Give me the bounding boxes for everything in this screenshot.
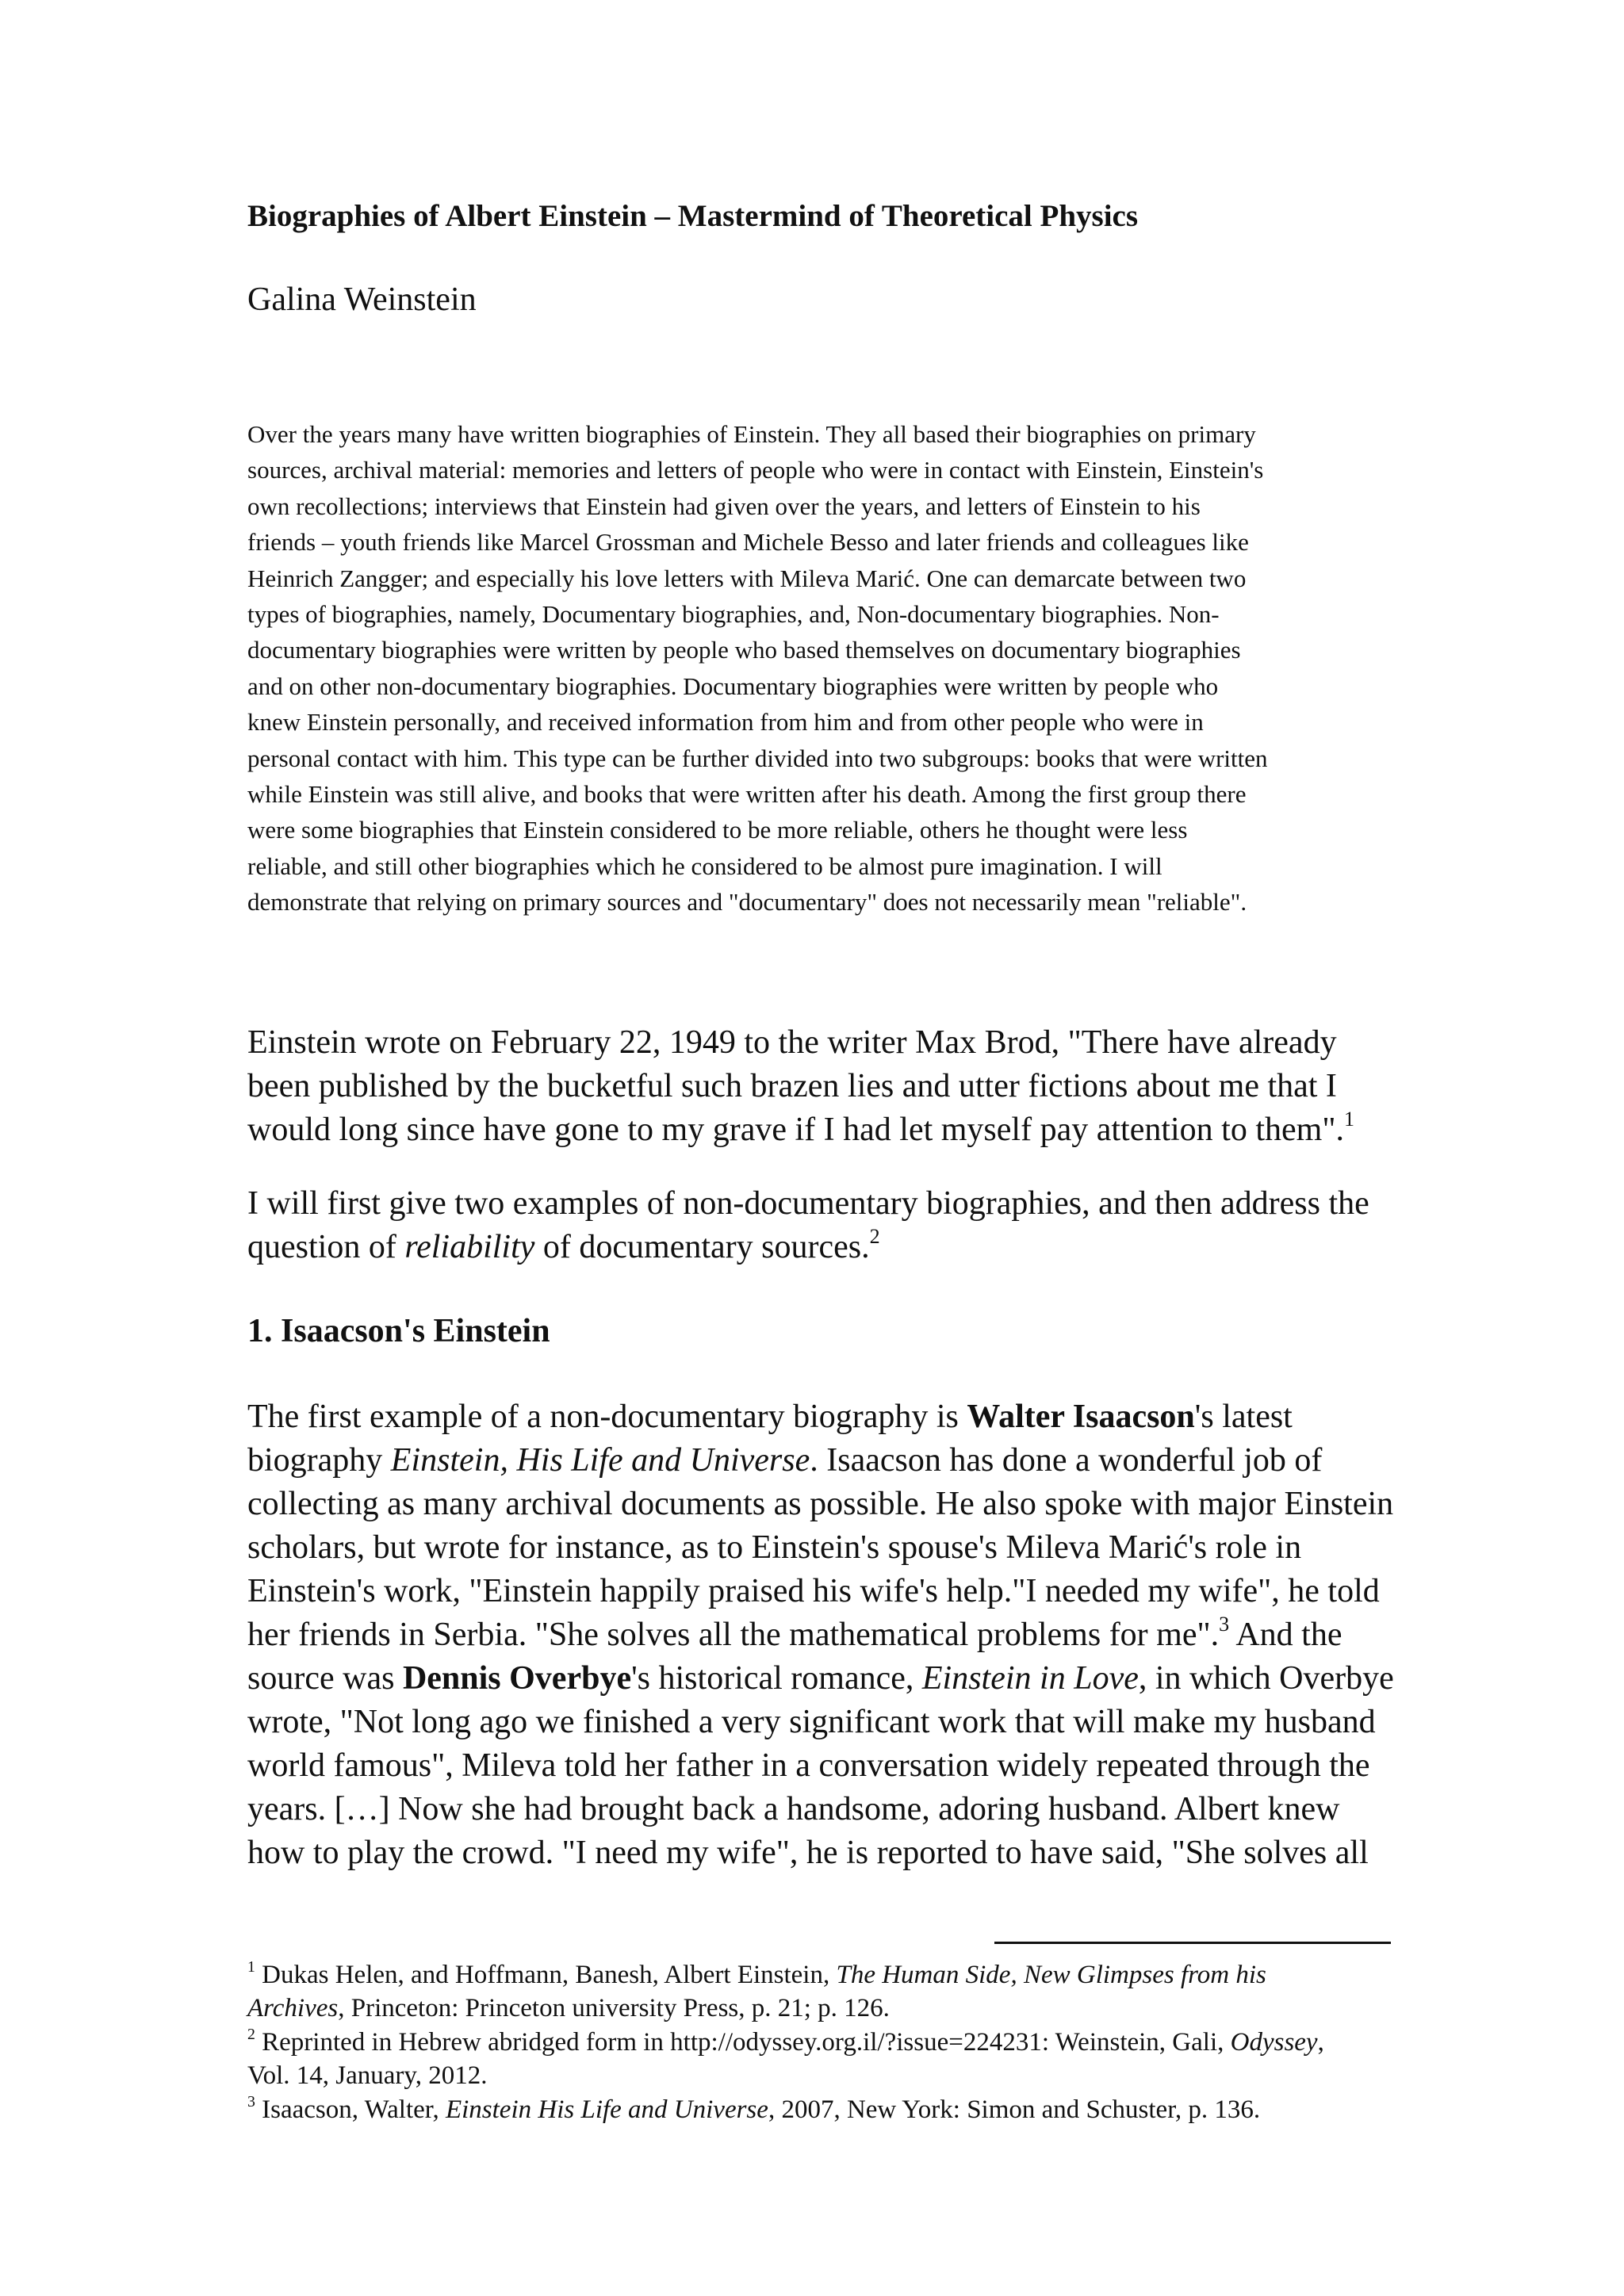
- abstract-line: documentary biographies were written by people who based themselves on documentary biographies: [247, 636, 1241, 664]
- abstract-line: own recollections; interviews that Einstein had given over the years, and letters of Einstein to his: [247, 492, 1201, 520]
- paragraph-line: source was Dennis Overbye's historical romance, Einstein in Love, in which Overbye: [247, 1660, 1394, 1697]
- footnote-number: 1: [247, 1958, 255, 1976]
- author-name: Galina Weinstein: [247, 281, 477, 318]
- paragraph-line: question of reliability of documentary sources.$^2$: [247, 1225, 880, 1265]
- abstract-line: friends – youth friends like Marcel Grossman and Michele Besso and later friends and colleagues like: [247, 528, 1249, 557]
- abstract-line: were some biographies that Einstein considered to be more reliable, others he thought were less: [247, 816, 1188, 844]
- paragraph-line: been published by the bucketful such brazen lies and utter fictions about me that I: [247, 1068, 1337, 1104]
- paragraph-line: The first example of a non-documentary biography is Walter Isaacson's latest: [247, 1399, 1293, 1435]
- paragraph-line: wrote, "Not long ago we finished a very significant work that will make my husband: [247, 1704, 1376, 1740]
- abstract-line: sources, archival material: memories and letters of people who were in contact with Einstein, Einstein's: [247, 456, 1264, 484]
- abstract-line: Over the years many have written biographies of Einstein. They all based their biographies on primary: [247, 420, 1256, 448]
- name-dennis-overbye: Dennis Overbye: [402, 1660, 632, 1697]
- paragraph-line: world famous", Mileva told her father in a conversation widely repeated through the: [247, 1747, 1370, 1784]
- paragraph-line: would long since have gone to my grave if I had let myself pay attention to them".$^1$: [247, 1108, 1354, 1148]
- paragraph-line: scholars, but wrote for instance, as to Einstein's spouse's Mileva Marić's role in: [247, 1529, 1302, 1566]
- abstract: [247, 416, 1397, 920]
- footnote-separator: [994, 1942, 1391, 1944]
- abstract-line: while Einstein was still alive, and books that were written after his death. Among the first group there: [247, 780, 1247, 809]
- paragraph-line: biography Einstein, His Life and Universe. Isaacson has done a wonderful job of: [247, 1442, 1323, 1479]
- footnote-ref-2[interactable]: 2: [869, 1225, 880, 1249]
- footnote-2: $^2$ Reprinted in Hebrew abridged form in http://odyssey.org.il/?issue=224231: Weinstein, Gali, Odyssey, Vol. 14, January, 2012.: [247, 2026, 1324, 2090]
- name-walter-isaacson: Walter Isaacson: [967, 1399, 1195, 1435]
- abstract-line: personal contact with him. This type can be further divided into two subgroups: books that were written: [247, 744, 1268, 772]
- paragraph-line: how to play the crowd. "I need my wife", he is reported to have said, "She solves all: [247, 1835, 1369, 1871]
- paragraph-line: years. […] Now she had brought back a handsome, adoring husband. Albert knew: [247, 1791, 1340, 1827]
- paragraph-line: her friends in Serbia. "She solves all the mathematical problems for me".$^3$ And the: [247, 1613, 1342, 1653]
- paragraph-line: I will first give two examples of non-documentary biographies, and then address the: [247, 1185, 1369, 1222]
- footnote-3: $^3$ Isaacson, Walter, Einstein His Life and Universe, 2007, New York: Simon and Schuster, p. 136.: [247, 2093, 1261, 2124]
- paragraph-intro: [247, 1182, 1397, 1269]
- paragraph-brod-quote: [247, 1021, 1397, 1152]
- paper-title: Biographies of Albert Einstein – Mastermind of Theoretical Physics: [247, 199, 1139, 233]
- abstract-line: reliable, and still other biographies which he considered to be almost pure imagination. I will: [247, 851, 1162, 880]
- abstract-line: types of biographies, namely, Documentary biographies, and, Non-documentary biographies. Non-: [247, 600, 1220, 629]
- abstract-line: knew Einstein personally, and received information from him and from other people who were in: [247, 708, 1204, 737]
- abstract-line: and on other non-documentary biographies. Documentary biographies were written by people who: [247, 672, 1219, 700]
- section-heading-isaacson: 1. Isaacson's Einstein: [247, 1313, 550, 1349]
- footnote-ref-3[interactable]: 3: [1219, 1613, 1230, 1636]
- emphasis-reliability: reliability: [404, 1229, 535, 1265]
- footnote-1: $^1$ Dukas Helen, and Hoffmann, Banesh, Albert Einstein, The Human Side, New Glimpses from his Archives, Princeton: Princeton university Press, p. 21; p. 126.: [247, 1958, 1266, 2022]
- footnote-ref-1[interactable]: 1: [1343, 1108, 1354, 1131]
- paragraph-line: Einstein wrote on February 22, 1949 to the writer Max Brod, "There have already: [247, 1024, 1337, 1061]
- footnote-number: 2: [247, 2026, 255, 2044]
- paragraph-isaacson: [247, 1395, 1397, 1875]
- paragraph-line: collecting as many archival documents as possible. He also spoke with major Einstein: [247, 1486, 1394, 1522]
- abstract-line: demonstrate that relying on primary sources and "documentary" does not necessarily mean "reliable".: [247, 888, 1247, 916]
- paragraph-line: Einstein's work, "Einstein happily praised his wife's help."I needed my wife", he told: [247, 1573, 1380, 1609]
- book-title-isaacson: Einstein, His Life and Universe: [390, 1442, 810, 1479]
- abstract-line: Heinrich Zangger; and especially his love letters with Mileva Marić. One can demarcate between two: [247, 564, 1247, 592]
- book-title-overbye: Einstein in Love: [921, 1660, 1139, 1697]
- footnote-number: 3: [247, 2093, 255, 2111]
